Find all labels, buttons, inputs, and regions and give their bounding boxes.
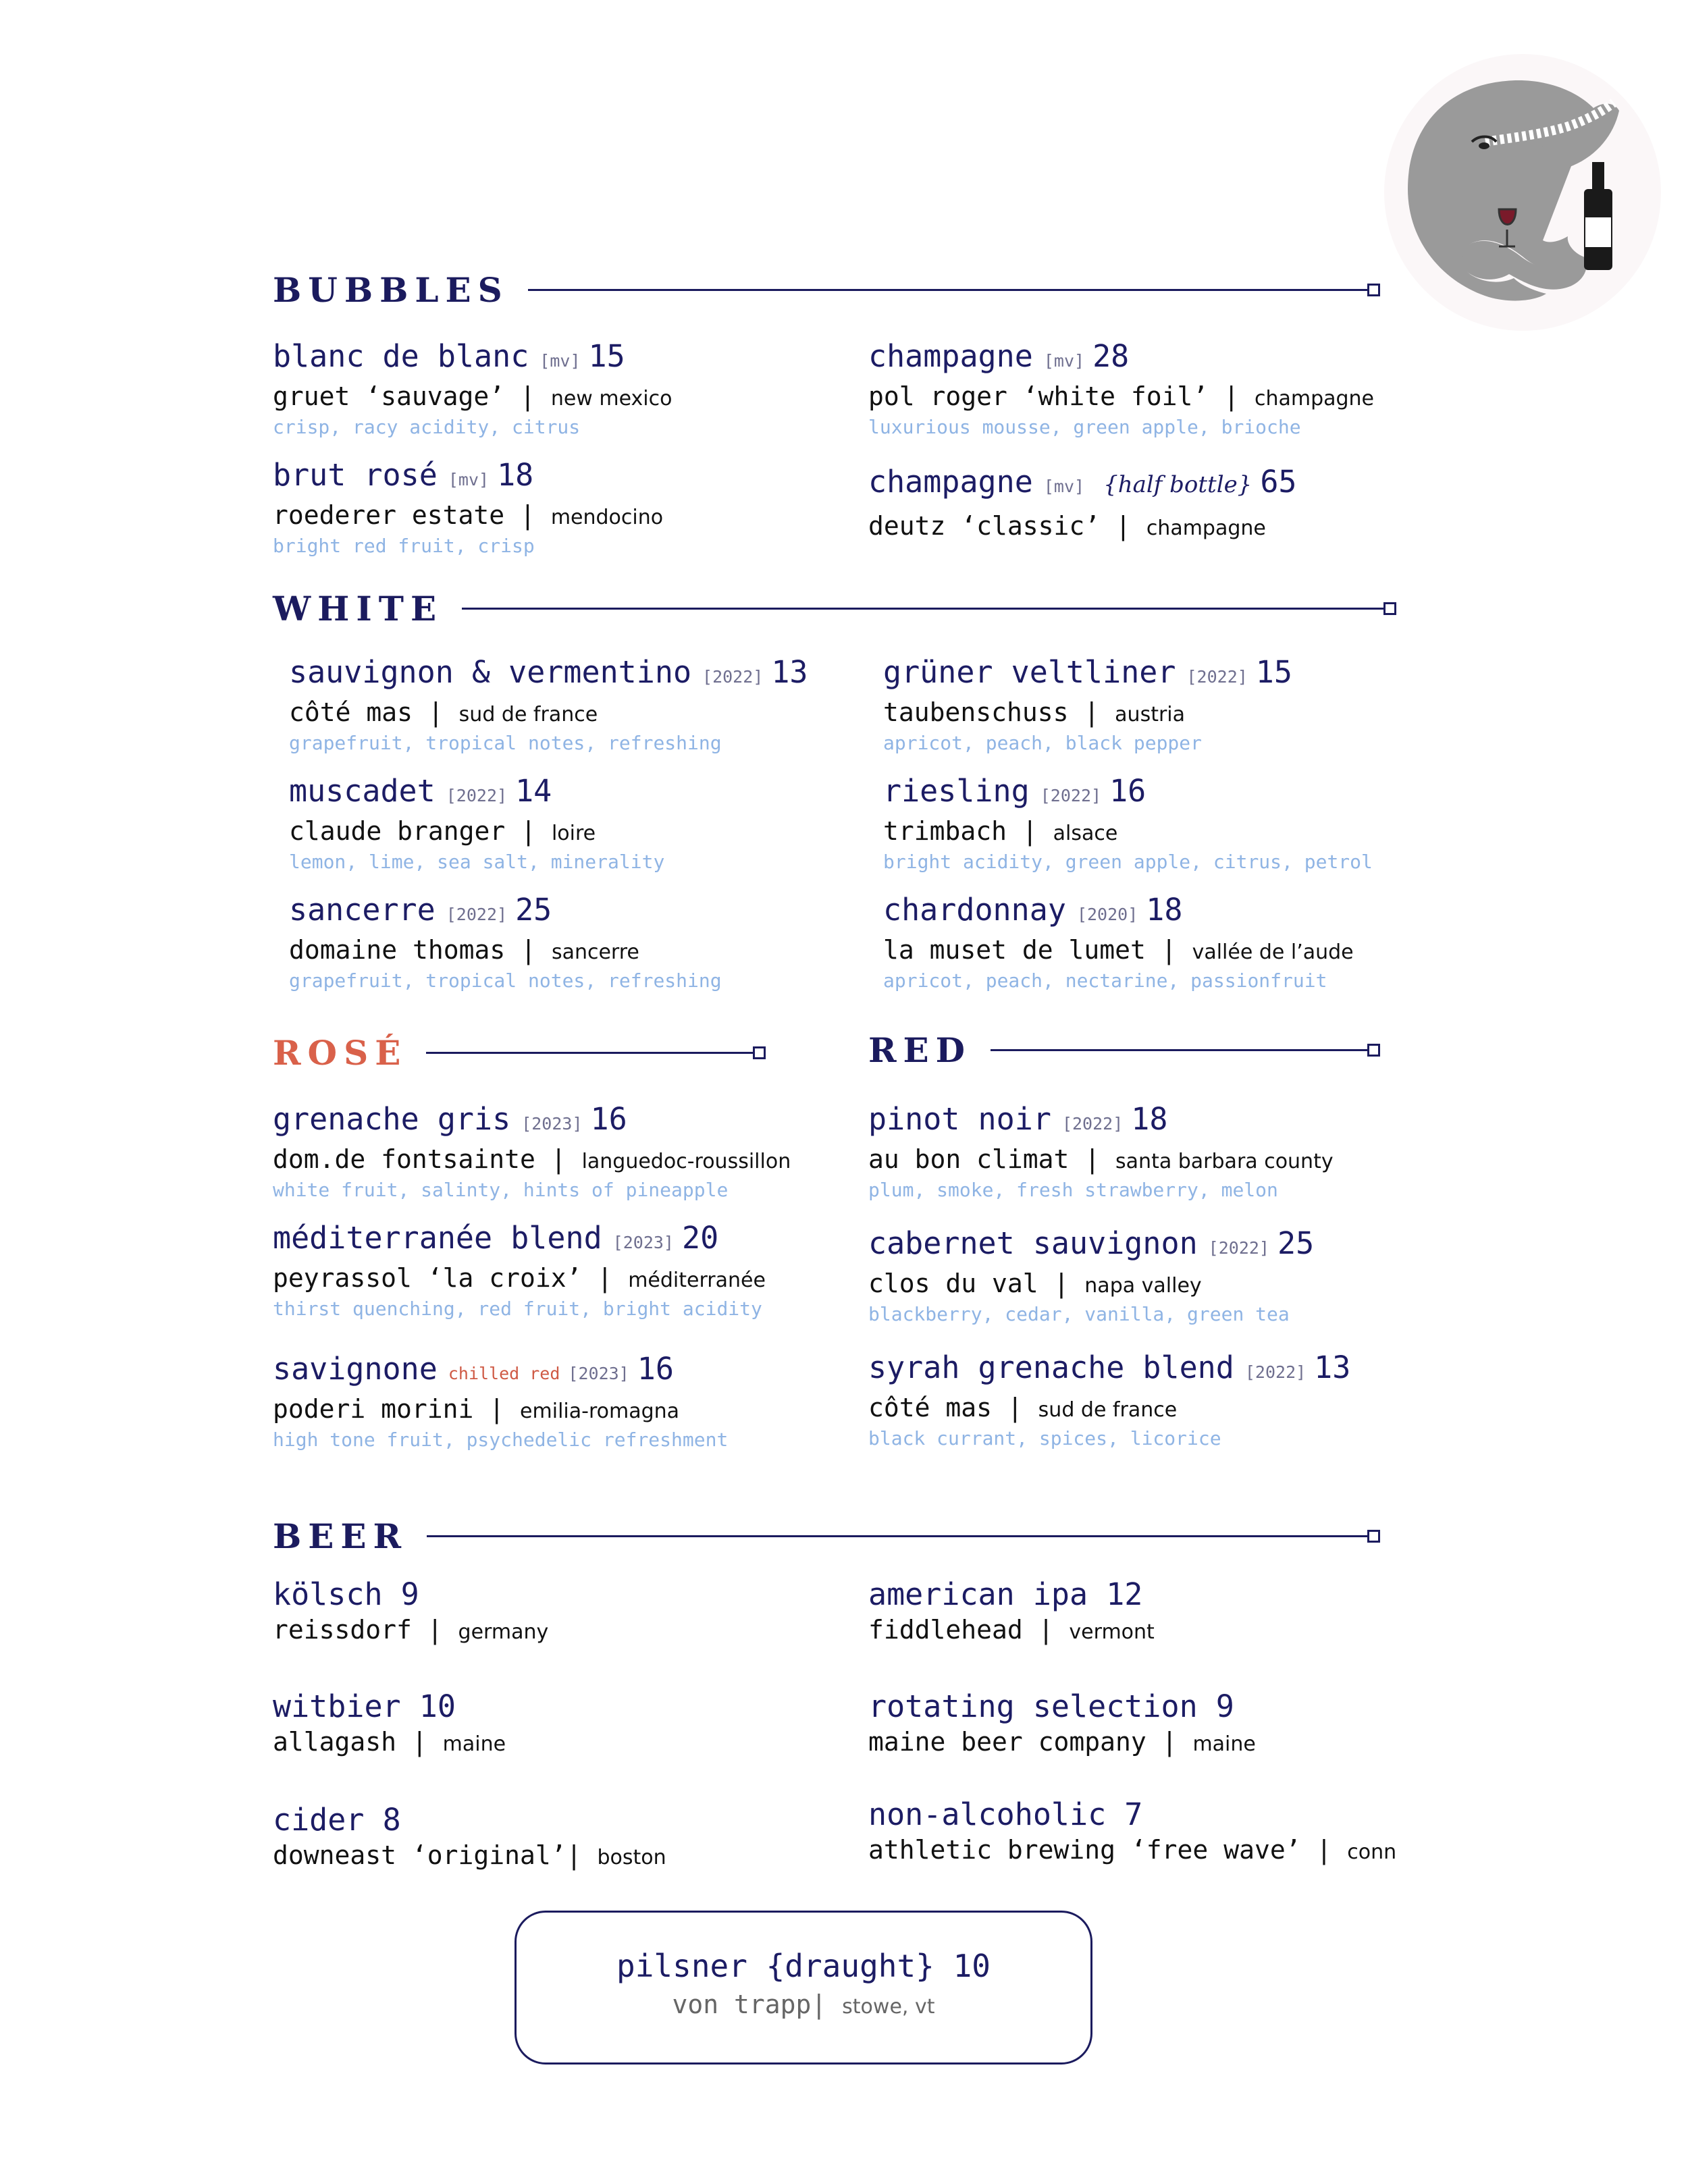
item-price: 15 [1255,654,1292,690]
item-notes: bright acidity, green apple, citrus, petrol [883,851,1373,873]
item-name: syrah grenache blend [868,1350,1234,1385]
item-name: grenache gris [273,1101,511,1137]
item-notes: grapefruit, tropical notes, refreshing [289,969,722,992]
item-name: cabernet sauvignon [868,1225,1198,1261]
item-producer: côté mas | [868,1393,1038,1422]
item-year: [2022] [1208,1238,1269,1258]
item-price: 9 [1215,1688,1234,1724]
item-name: kölsch [273,1576,383,1612]
menu-item [273,1219,766,1321]
item-year: [2020] [1076,905,1138,924]
menu-item [883,654,1292,755]
item-style-tag: chilled red [448,1364,560,1383]
section-rule [528,289,1373,291]
item-price: 28 [1092,338,1130,374]
item-region: méditerranée [628,1269,766,1292]
item-year: [mv] [539,351,581,371]
item-producer: côté mas | [289,697,459,727]
menu-item [273,1350,728,1452]
item-producer: fiddlehead | [868,1615,1070,1645]
item-notes: bright red fruit, crisp [273,535,535,557]
draught-producer: von trapp| [672,1990,843,2019]
item-producer: allagash | [273,1727,443,1757]
item-notes: luxurious mousse, green apple, brioche [868,416,1301,438]
item-price: 18 [1146,892,1183,928]
item-size-tag: {half bottle} [1103,471,1252,498]
section-title-red: RED [868,1030,972,1070]
item-price: 18 [497,457,534,493]
item-year: [2022] [1186,667,1248,687]
item-notes: white fruit, salinty, hints of pineapple [273,1179,729,1201]
menu-item [273,1100,791,1202]
item-name: american ipa [868,1576,1088,1612]
item-year: [2023] [612,1233,674,1252]
beer-item [273,1576,548,1649]
item-year: [2022] [1244,1362,1307,1382]
item-region: vallée de l’aude [1192,940,1354,964]
section-header-white [273,589,1390,629]
item-notes: apricot, peach, nectarine, passionfruit [883,969,1327,992]
item-year: [mv] [1043,351,1085,371]
item-region: austria [1115,703,1186,726]
item-year: [2022] [1061,1114,1124,1134]
item-year: [2022] [446,786,508,805]
item-price: 18 [1131,1101,1168,1137]
beer-item [273,1801,666,1874]
beer-item [868,1688,1256,1761]
item-price: 15 [588,338,625,374]
item-name: non-alcoholic [868,1796,1107,1832]
menu-item [289,654,808,755]
item-producer: athletic brewing ‘free wave’ | [868,1835,1348,1865]
item-region: boston [597,1846,666,1869]
item-name: witbier [273,1688,401,1724]
item-producer: clos du val | [868,1269,1085,1298]
item-notes: grapefruit, tropical notes, refreshing [289,732,722,754]
item-producer: deutz ‘classic’ | [868,511,1146,541]
item-region: maine [1192,1732,1256,1756]
item-year: [mv] [448,470,490,489]
item-region: new mexico [550,387,672,410]
item-name: brut rosé [273,457,438,493]
item-price: 16 [637,1351,674,1387]
item-region: sud de france [1038,1398,1178,1422]
menu-item [883,772,1373,874]
menu-item [273,338,672,440]
item-producer: roederer estate | [273,500,551,530]
whale-wine-illustration [1371,41,1661,338]
item-name: savignone [273,1351,438,1387]
item-producer: peyrassol ‘la croix’ | [273,1263,629,1293]
item-region: germany [458,1620,549,1644]
item-name: pinot noir [868,1101,1051,1137]
item-producer: trimbach | [883,816,1053,846]
item-producer: poderi morini | [273,1394,521,1424]
beer-item [273,1688,506,1761]
draught-price: 10 [953,1948,991,1984]
item-region: sancerre [551,940,639,964]
item-region: sud de france [458,703,598,726]
item-producer: maine beer company | [868,1727,1193,1757]
section-rule [426,1052,759,1054]
menu-item [868,463,1297,545]
item-price: 25 [515,892,552,928]
item-region: emilia-romagna [520,1400,680,1423]
menu-item [273,456,663,558]
item-region: mendocino [550,506,664,529]
item-notes: crisp, racy acidity, citrus [273,416,581,438]
menu-item [868,1349,1350,1451]
item-name: grüner veltliner [883,654,1176,690]
item-region: languedoc-roussillon [581,1150,791,1173]
menu-item [868,1100,1334,1202]
item-region: champagne [1254,387,1375,410]
item-region: conn [1347,1840,1397,1864]
beer-item [868,1576,1155,1649]
draught-region: stowe, vt [842,1995,935,2019]
item-region: napa valley [1084,1274,1202,1298]
section-rule [991,1049,1373,1051]
menu-item [289,772,664,874]
section-title-bubbles: BUBBLES [273,270,509,310]
item-name: sancerre [289,892,436,928]
beer-item [868,1796,1396,1869]
item-name: méditerranée blend [273,1220,602,1256]
menu-item [883,891,1354,993]
item-region: loire [551,822,596,845]
item-year: [2023] [521,1114,583,1134]
item-name: chardonnay [883,892,1066,928]
item-producer: gruet ‘sauvage’ | [273,381,551,411]
item-name: champagne [868,338,1033,374]
item-notes: plum, smoke, fresh strawberry, melon [868,1179,1278,1201]
item-price: 65 [1260,464,1297,500]
draught-name: pilsner {draught} [616,1948,934,1984]
item-name: blanc de blanc [273,338,529,374]
item-year: [2022] [446,905,508,924]
section-rule [462,608,1390,610]
item-name: riesling [883,773,1030,809]
item-price: 16 [1109,773,1146,809]
section-header-bubbles [273,270,1373,310]
item-year: [2022] [702,667,764,687]
item-year: [2023] [568,1364,629,1383]
item-producer: downeast ‘original’| [273,1840,598,1870]
item-name: sauvignon & vermentino [289,654,692,690]
item-region: alsace [1053,822,1118,845]
item-producer: domaine thomas | [289,935,552,965]
menu-item [289,891,722,993]
item-price: 10 [419,1688,456,1724]
section-title-white: WHITE [273,589,444,629]
item-region: vermont [1069,1620,1155,1644]
item-name: champagne [868,464,1033,500]
section-title-rose: ROSÉ [273,1033,408,1073]
item-notes: apricot, peach, black pepper [883,732,1203,754]
item-year: [2022] [1040,786,1102,805]
item-price: 14 [515,773,552,809]
menu-item [868,1225,1314,1327]
item-price: 16 [590,1101,627,1137]
section-rule [427,1535,1373,1537]
item-producer: pol roger ‘white foil’ | [868,381,1255,411]
item-region: santa barbara county [1115,1150,1334,1173]
draught-feature-box [515,1911,1092,2065]
item-producer: claude branger | [289,816,552,846]
item-price: 13 [1314,1350,1351,1385]
item-price: 7 [1124,1796,1143,1832]
item-notes: blackberry, cedar, vanilla, green tea [868,1303,1290,1325]
item-price: 9 [400,1576,419,1612]
item-name: cider [273,1802,365,1838]
item-price: 25 [1277,1225,1315,1261]
item-producer: reissdorf | [273,1615,458,1645]
item-notes: high tone fruit, psychedelic refreshment [273,1429,729,1451]
item-producer: la muset de lumet | [883,935,1192,965]
section-header-red [868,1030,1373,1070]
section-header-rose [273,1033,759,1073]
item-year: [mv] [1043,477,1085,496]
item-name: muscadet [289,773,436,809]
item-notes: lemon, lime, sea salt, minerality [289,851,665,873]
item-name: rotating selection [868,1688,1198,1724]
item-region: maine [442,1732,506,1756]
section-header-beer [273,1516,1373,1556]
section-title-beer: BEER [273,1516,408,1556]
item-price: 12 [1106,1576,1143,1612]
item-notes: thirst quenching, red fruit, bright acidity [273,1298,762,1320]
item-price: 20 [681,1220,719,1256]
item-producer: dom.de fontsainte | [273,1144,582,1174]
menu-item [868,338,1374,440]
item-price: 8 [382,1802,401,1838]
item-producer: au bon climat | [868,1144,1116,1174]
item-region: champagne [1146,516,1266,540]
item-producer: taubenschuss | [883,697,1115,727]
item-notes: black currant, spices, licorice [868,1427,1221,1449]
item-price: 13 [771,654,808,690]
